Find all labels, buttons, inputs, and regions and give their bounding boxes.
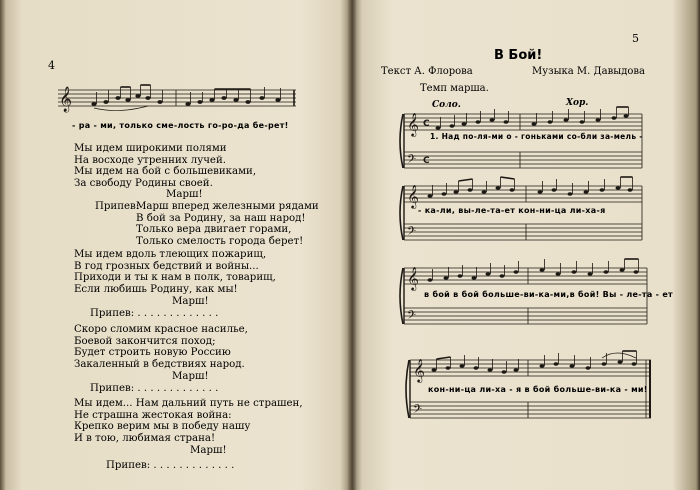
march-word: Марш! xyxy=(166,189,203,200)
music-staff xyxy=(58,84,298,118)
svg-text:𝄞: 𝄞 xyxy=(59,87,73,112)
system-lyric: 1. Над по-ля-ми о - гоньками со-бли за-мель - xyxy=(430,132,643,141)
verse-line: Если любишь Родину, как мы! xyxy=(74,283,238,295)
verse-line: Скоро сломим красное насилье, xyxy=(74,324,248,335)
chorus-line: Марш вперед железными рядами xyxy=(136,201,319,212)
verse-line: Будет строить новую Россию xyxy=(74,347,231,359)
chorus-reference: Припев: . . . . . . . . . . . . . xyxy=(90,383,219,394)
verse-line: На восходе утренних лучей. xyxy=(74,154,226,166)
verse-line: Мы идем широкими полями xyxy=(74,143,227,154)
svg-text:𝄢: 𝄢 xyxy=(413,403,423,419)
svg-text:𝄞: 𝄞 xyxy=(413,358,425,382)
solo-label: Соло. xyxy=(432,100,461,110)
chorus-reference: Припев: . . . . . . . . . . . . . xyxy=(90,308,219,319)
verse-line: За свободу Родины своей. xyxy=(74,177,213,189)
verse-line: Боевой закончится поход; xyxy=(74,335,216,347)
music-credit: Музыка М. Давыдова xyxy=(532,66,645,77)
march-word: Марш! xyxy=(190,445,227,456)
verse-line: В год грозных бедствий и войны... xyxy=(74,260,259,272)
chorus-line: Только вера двигает горами, xyxy=(136,224,292,236)
chorus-text xyxy=(136,201,319,247)
music-system xyxy=(400,108,645,176)
svg-text:C: C xyxy=(423,156,430,166)
system-lyric: в бой в бой больше-ви-ка-ми,в бой! Вы - ле-та - ет xyxy=(424,290,673,299)
march-word: Марш! xyxy=(172,371,209,382)
stanza-3 xyxy=(74,324,248,370)
stanza-1 xyxy=(74,143,256,189)
verse-line: Крепко верим мы в победу нашу xyxy=(74,421,251,433)
svg-text:C: C xyxy=(423,119,430,129)
svg-text:𝄢: 𝄢 xyxy=(407,309,417,325)
music-lyric: - ра - ми, только сме-лость го-ро-да бе-рет! xyxy=(72,121,289,130)
system-lyric: - ка-ли, вы-ле-та-ет кон-ни-ца ли-ха-я xyxy=(418,206,606,215)
verse-line: Закаленный в бедствиях народ. xyxy=(74,358,245,370)
page-number: 4 xyxy=(48,59,55,72)
song-title: В Бой! xyxy=(494,48,543,63)
verse-line: Мы идем вдоль тлеющих пожарищ, xyxy=(74,249,267,260)
svg-text:𝄢: 𝄢 xyxy=(407,153,417,169)
verse-line: Приходи и ты к нам в полк, товарищ, xyxy=(74,272,276,284)
svg-text:𝄞: 𝄞 xyxy=(407,266,419,290)
stanza-2 xyxy=(74,249,276,295)
chorus-line: Только смелость города берет! xyxy=(136,235,304,247)
chorus-line: В бой за Родину, за наш народ! xyxy=(136,212,306,224)
verse-line: Мы идем... Нам дальний путь не страшен, xyxy=(74,398,303,409)
svg-text:𝄢: 𝄢 xyxy=(407,225,417,241)
page-number: 5 xyxy=(632,32,639,45)
march-word: Марш! xyxy=(172,296,209,307)
chorus-reference: Припев: . . . . . . . . . . . . . xyxy=(106,460,235,471)
svg-text:𝄞: 𝄞 xyxy=(407,184,419,208)
book-spine xyxy=(347,0,357,490)
stanza-4 xyxy=(74,398,303,444)
svg-text:𝄞: 𝄞 xyxy=(407,112,419,136)
lyrics-credit: Текст А. Флорова xyxy=(381,66,473,77)
system-lyric: кон-ни-ца ли-ха - я в бой больше-ви-ка - ми! xyxy=(428,385,648,394)
chorus-part-label: Хор. xyxy=(566,98,589,108)
verse-line: Мы идем на бой с большевиками, xyxy=(74,166,257,178)
verse-line: И в тою, любимая страна! xyxy=(74,432,216,444)
tempo-marking: Темп марша. xyxy=(420,83,489,94)
chorus-label: Припев: xyxy=(95,201,140,212)
verse-line: Не страшна жестокая война: xyxy=(74,409,232,421)
